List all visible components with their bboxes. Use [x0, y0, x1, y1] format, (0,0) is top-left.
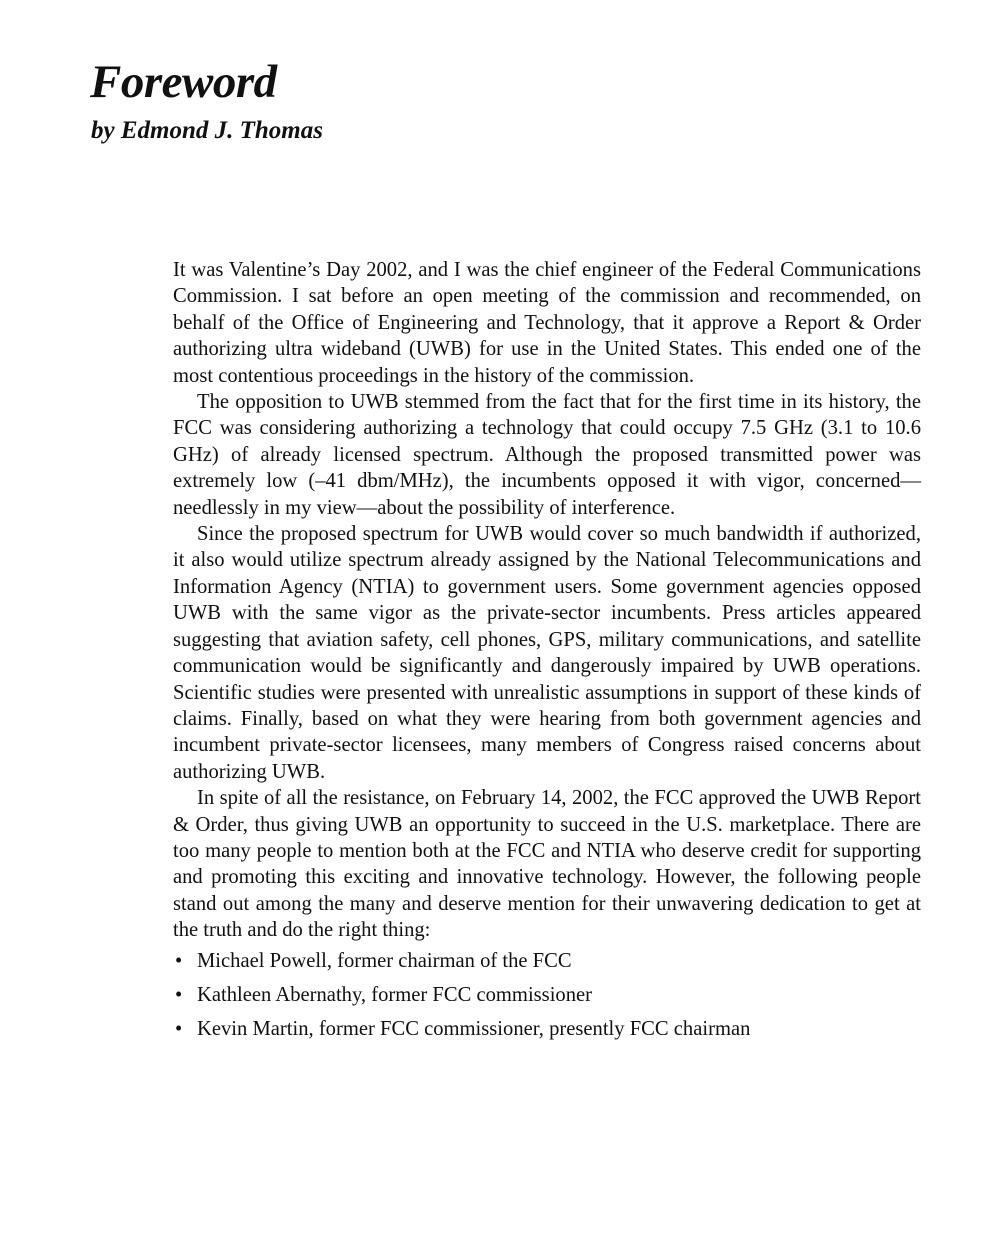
page-title: Foreword [90, 56, 277, 108]
bullet-icon: • [175, 983, 183, 1006]
bullet-icon: • [175, 949, 183, 972]
bullet-icon: • [175, 1018, 183, 1041]
paragraph-3: Since the proposed spectrum for UWB would cover so much bandwidth if authorized, it also would utilize spectrum already assigned by the National Telecommunications and Information Agency (NTIA) to government users. Some government agencies opposed UWB with the same vigor as the private-sector incumbents. Press articles appeared suggesting that aviation safety, cell phones, GPS, military communications, and satellite communication would be significantly and dangerously impaired by UWB operations. Scientific studies were presented with unrealistic assumptions in support of these kinds of claims. Finally, based on what they were hearing from both government agencies and incumbent private-sector licensees, many members of Congress raised concerns about authorizing UWB. [173, 523, 921, 783]
foreword-body [173, 257, 921, 1051]
list-item-text: Michael Powell, former chairman of the FCC [197, 949, 572, 972]
list-item-text: Kathleen Abernathy, former FCC commissioner [197, 983, 593, 1006]
paragraph-1: It was Valentine’s Day 2002, and I was the chief engineer of the Federal Communications Commission. I sat before an open meeting of the commission and recommended, on behalf of the Office of Engineering and Technology, that it approve a Report & Order authorizing ultra wideband (UWB) for use in the United States. This ended one of the most contentious proceedings in the history of the commission. [173, 259, 921, 387]
author-byline: by Edmond J. Thomas [91, 117, 323, 144]
paragraph-2: The opposition to UWB stemmed from the fact that for the first time in its history, the FCC was considering authorizing a technology that could occupy 7.5 GHz (3.1 to 10.6 GHz) of already licensed spectrum. Although the proposed transmitted power was extremely low (–41 dbm/MHz), the incumbents opposed it with vigor, concerned—needlessly in my view—about the possibility of interference. [173, 391, 921, 519]
list-item [173, 948, 921, 974]
list-item [173, 1016, 921, 1042]
list-item-text: Kevin Martin, former FCC commissioner, presently FCC chairman [197, 1018, 751, 1041]
paragraph-4: In spite of all the resistance, on February 14, 2002, the FCC approved the UWB Report & Order, thus giving UWB an opportunity to succeed in the U.S. marketplace. There are too many people to mention both at the FCC and NTIA who deserve credit for supporting and promoting this exciting and innovative technology. However, the following people stand out among the many and deserve mention for their unwavering dedication to get at the truth and do the right thing: [173, 787, 921, 942]
list-item [173, 982, 921, 1008]
acknowledged-people-list [173, 948, 921, 1043]
